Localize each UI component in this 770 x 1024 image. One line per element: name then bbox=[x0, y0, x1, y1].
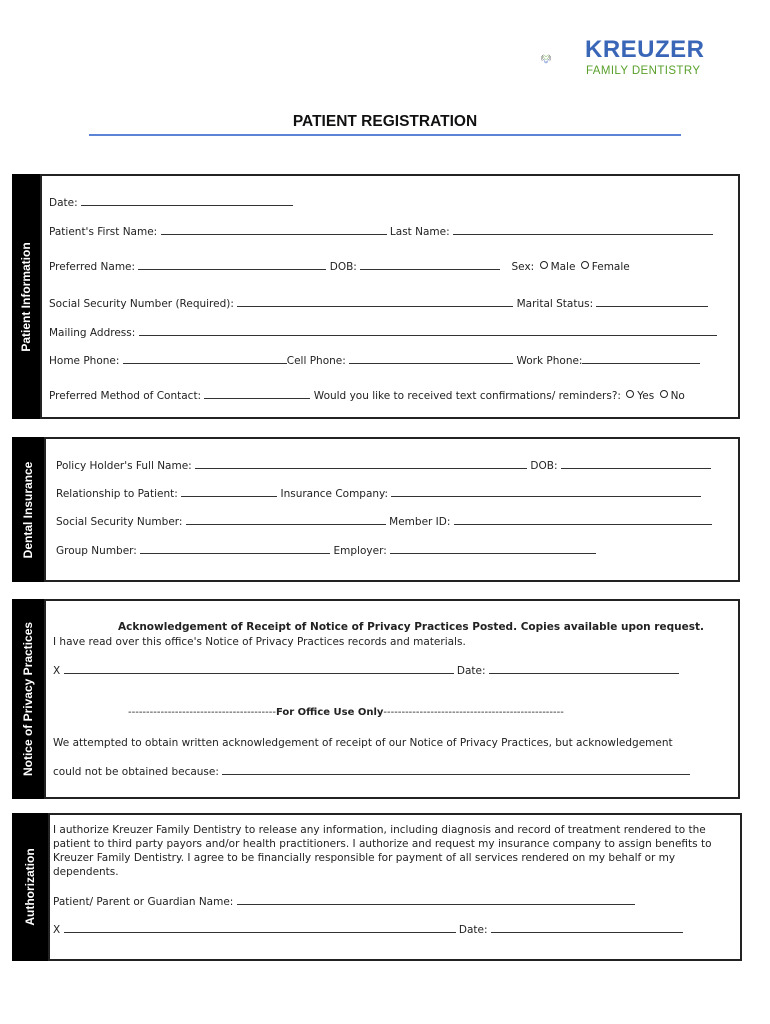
privacy-read-text: I have read over this office's Notice of Privacy Practices records and materials. bbox=[53, 636, 466, 648]
logo-subtitle: FAMILY DENTISTRY bbox=[586, 65, 701, 77]
female-radio[interactable] bbox=[581, 261, 589, 269]
text-yes-radio[interactable] bbox=[626, 390, 634, 398]
ins-ssn-row: Social Security Number: Member ID: bbox=[56, 515, 712, 528]
patient-information-tab: Patient Information bbox=[12, 174, 40, 419]
contact-method-field[interactable] bbox=[204, 389, 310, 399]
insurance-company-field[interactable] bbox=[391, 487, 701, 497]
authorization-signature-field[interactable] bbox=[64, 923, 456, 933]
work-phone-field[interactable] bbox=[582, 354, 700, 364]
date-field[interactable] bbox=[81, 196, 293, 206]
privacy-date-field[interactable] bbox=[489, 664, 679, 674]
privacy-heading: Acknowledgement of Receipt of Notice of Privacy Practices Posted. Copies available upon request. bbox=[118, 621, 704, 633]
preferred-row: Preferred Name: DOB: Sex: Male Female bbox=[49, 261, 630, 273]
insurance-ssn-field[interactable] bbox=[186, 515, 386, 525]
mailing-address-field[interactable] bbox=[139, 326, 717, 336]
guardian-name-field[interactable] bbox=[237, 895, 635, 905]
privacy-practices-tab: Notice of Privacy Practices bbox=[12, 599, 44, 799]
privacy-signature-field[interactable] bbox=[64, 664, 454, 674]
employer-field[interactable] bbox=[390, 544, 596, 554]
authorization-tab: Authorization bbox=[12, 813, 48, 961]
group-number-field[interactable] bbox=[140, 544, 330, 554]
guardian-row: Patient/ Parent or Guardian Name: bbox=[53, 895, 635, 908]
tooth-heart-hands-icon bbox=[540, 34, 588, 82]
attempted-text: We attempted to obtain written acknowledgement of receipt of our Notice of Privacy Practices, but acknowledgement bbox=[53, 737, 673, 749]
contact-row: Preferred Method of Contact: Would you like to received text confirmations/ reminders?: Yes No bbox=[49, 390, 685, 402]
name-row: Patient's First Name: Last Name: bbox=[49, 225, 713, 238]
privacy-signature-row: X Date: bbox=[53, 664, 679, 677]
could-not-row: could not be obtained because: bbox=[53, 765, 690, 778]
holder-dob-field[interactable] bbox=[561, 459, 711, 469]
reason-field[interactable] bbox=[222, 765, 690, 775]
relationship-field[interactable] bbox=[181, 487, 277, 497]
office-use-label: For Office Use Only bbox=[275, 707, 384, 718]
marital-status-field[interactable] bbox=[596, 297, 708, 307]
preferred-name-field[interactable] bbox=[138, 260, 326, 270]
group-row: Group Number: Employer: bbox=[56, 544, 596, 557]
ssn-row: Social Security Number (Required): Marital Status: bbox=[49, 297, 708, 310]
page-title: PATIENT REGISTRATION bbox=[292, 113, 478, 130]
phone-row: Home Phone: Cell Phone: Work Phone: bbox=[49, 354, 700, 367]
office-use-row: -----------------------------------------For Office Use Only-------------------------------------------------- bbox=[128, 707, 564, 718]
member-id-field[interactable] bbox=[454, 515, 712, 525]
dob-field[interactable] bbox=[360, 260, 500, 270]
first-name-field[interactable] bbox=[161, 225, 387, 235]
relationship-row: Relationship to Patient: Insurance Company: bbox=[56, 487, 701, 500]
dental-insurance-tab: Dental Insurance bbox=[12, 437, 44, 582]
home-phone-field[interactable] bbox=[123, 354, 287, 364]
authorization-date-field[interactable] bbox=[491, 923, 683, 933]
date-row: Date: bbox=[49, 196, 293, 209]
title-rule bbox=[89, 134, 681, 136]
male-radio[interactable] bbox=[540, 261, 548, 269]
ssn-field[interactable] bbox=[237, 297, 513, 307]
authorization-text: I authorize Kreuzer Family Dentistry to release any information, including diagnosis and record of treatment rendered to the patient to third party payors and/or health practitioners. I authorize and request my insurance company to assign benefits to Kreuzer Family Dentistry. I agree to be financially responsible for payment of all services rendered on my behalf or my dependents. bbox=[53, 824, 712, 878]
holder-name-field[interactable] bbox=[195, 459, 527, 469]
text-no-radio[interactable] bbox=[660, 390, 668, 398]
cell-phone-field[interactable] bbox=[349, 354, 513, 364]
last-name-field[interactable] bbox=[453, 225, 713, 235]
logo-name: KREUZER bbox=[585, 36, 705, 63]
holder-row: Policy Holder's Full Name: DOB: bbox=[56, 459, 711, 472]
mailing-row: Mailing Address: bbox=[49, 326, 717, 339]
authorization-signature-row: X Date: bbox=[53, 923, 683, 936]
